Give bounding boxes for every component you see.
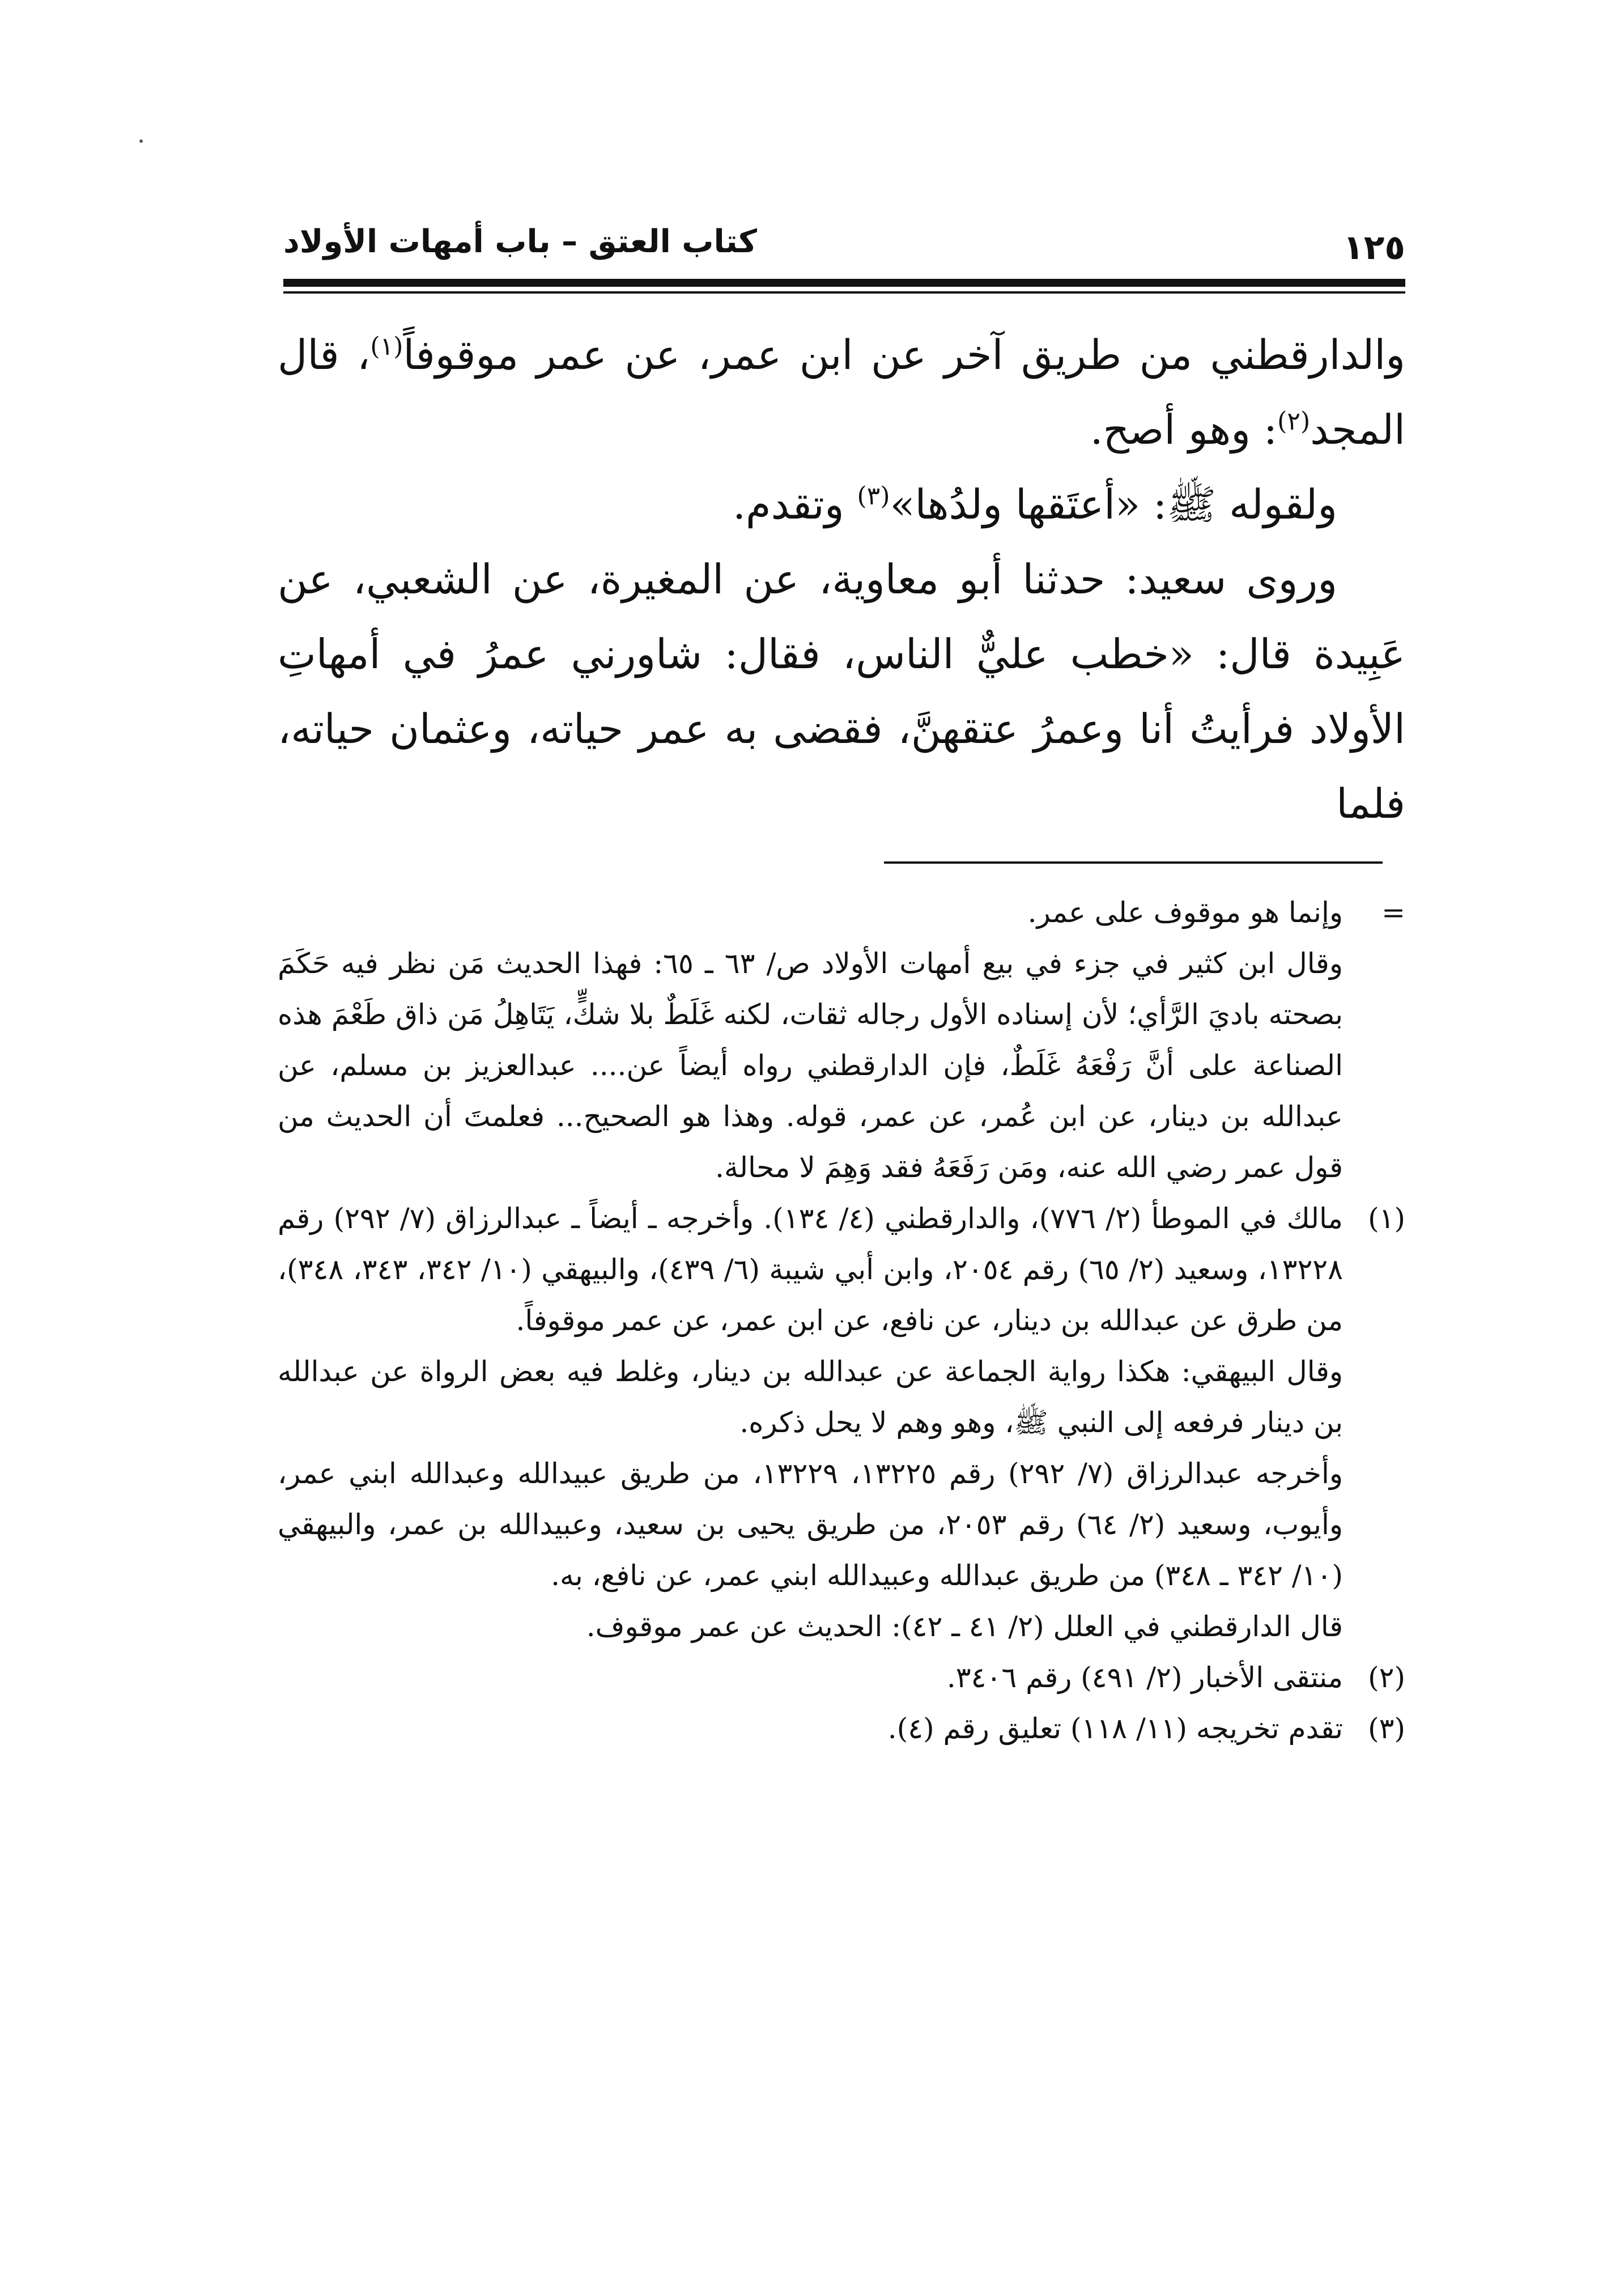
footnote-text: تقدم تخريجه (١١/ ١١٨) تعليق رقم (٤). — [887, 1712, 1343, 1745]
footnote-text: قال الدارقطني في العلل (٢/ ٤١ ـ ٤٢): الحديث عن عمر موقوف. — [586, 1610, 1343, 1643]
main-paragraph-2 — [278, 467, 1405, 542]
footnote-text: منتقى الأخبار (٢/ ٤٩١) رقم ٣٤٠٦. — [946, 1661, 1343, 1694]
footnote-text: مالك في الموطأ (٢/ ٧٧٦)، والدارقطني (٤/ ١٣٤). وأخرجه ـ أيضاً ـ عبدالرزاق (٧/ ٢٩٢) رقم ١٣٢٢٨، وسعيد (٢/ ٦٥) رقم ٢٠٥٤، وابن أبي شيبة (٦/ ٤٣٩)، والبيهقي (١٠/ ٣٤٢، ٣٤٣، ٣٤٨)، من طرق عن عبدالله بن دينار، عن نافع، عن ابن عمر، عن عمر موقوفاً. — [278, 1202, 1344, 1337]
footnote-3 — [278, 1703, 1405, 1754]
footnote-text: وقال ابن كثير في جزء في بيع أمهات الأولاد ص/ ٦٣ ـ ٦٥: فهذا الحديث مَن نظر فيه حَكَمَ بصحته باديَ الرَّأي؛ لأن إسناده الأول رجاله ثقات، لكنه غَلَطٌ بلا شكٍّ، يَتَاهِلُ مَن ذاق طَعْمَ هذه الصناعة على أنَّ رَفْعَهُ غَلَطٌ، فإن الدارقطني رواه أيضاً عن.... عبدالعزيز بن مسلم، عن عبدالله بن دينار، عن ابن عُمر، عن عمر، قوله. وهذا هو الصحيح... فعلمتَ أن الحديث من قول عمر رضي الله عنه، ومَن رَفَعَهُ فقد وَهِمَ لا محالة. — [278, 947, 1343, 1184]
main-paragraph-3: وروى سعيد: حدثنا أبو معاوية، عن المغيرة، عن الشعبي، عن عَبِيدة قال: «خطب عليٌّ الناس، فقال: شاورني عمرُ في أمهاتِ الأولاد فرأيتُ أنا وعمرُ عتقهنَّ، فقضى به عمر حياته، وعثمان حياته، فلما — [278, 555, 1405, 827]
footnote-ref-2: (٢) — [1277, 407, 1311, 436]
footnote-ref-3: (٣) — [857, 482, 890, 511]
footnote-text: وإنما هو موقوف على عمر. — [1027, 896, 1343, 929]
header-rule-thick — [283, 279, 1405, 287]
footnote-separator — [884, 861, 1383, 864]
header-rule-thin — [283, 291, 1405, 294]
footnote-marker: (٢) — [1368, 1661, 1405, 1694]
footnote-ref-1: (١) — [370, 332, 403, 361]
main-text-run: وتقدم. — [733, 481, 857, 528]
main-paragraph-1 — [278, 317, 1405, 467]
footnote-continuation — [278, 887, 1405, 1193]
page-number: ١٢٥ — [1343, 228, 1405, 267]
footnote-marker: (٣) — [1368, 1712, 1405, 1745]
footnotes — [278, 887, 1405, 1754]
main-text-run: ، قال المجد — [278, 331, 1405, 453]
continuation-marker: = — [1381, 896, 1405, 929]
main-text-run: والدارقطني من طريق آخر عن ابن عمر، عن عمر موقوفاً — [403, 331, 1405, 379]
scan-speck — [139, 139, 143, 143]
running-title: كتاب العتق – باب أمهات الأولاد — [283, 223, 757, 260]
footnote-2 — [278, 1652, 1405, 1703]
footnote-text: وقال البيهقي: هكذا رواية الجماعة عن عبدالله بن دينار، وغلط فيه بعض الرواة عن عبدالله بن دينار فرفعه إلى النبي ﷺ، وهو وهم لا يحل ذكره. — [278, 1355, 1343, 1439]
main-text-run: ولقوله ﷺ: «أعتَقها ولدُها» — [890, 481, 1337, 528]
footnote-marker: (١) — [1368, 1202, 1405, 1235]
main-text-run: : وهو أصح. — [1090, 406, 1278, 453]
main-text — [278, 317, 1405, 841]
footnote-text: وأخرجه عبدالرزاق (٧/ ٢٩٢) رقم ١٣٢٢٥، ١٣٢٢٩، من طريق عبيدالله وعبدالله ابني عمر، وأيوب، وسعيد (٢/ ٦٤) رقم ٢٠٥٣، من طريق يحيى بن سعيد، وعبيدالله بن عمر، والبيهقي (١٠/ ٣٤٢ ـ ٣٤٨) من طريق عبدالله وعبيدالله ابني عمر، عن نافع، به. — [278, 1457, 1343, 1592]
footnote-1 — [278, 1193, 1405, 1652]
page-header — [283, 215, 1405, 272]
